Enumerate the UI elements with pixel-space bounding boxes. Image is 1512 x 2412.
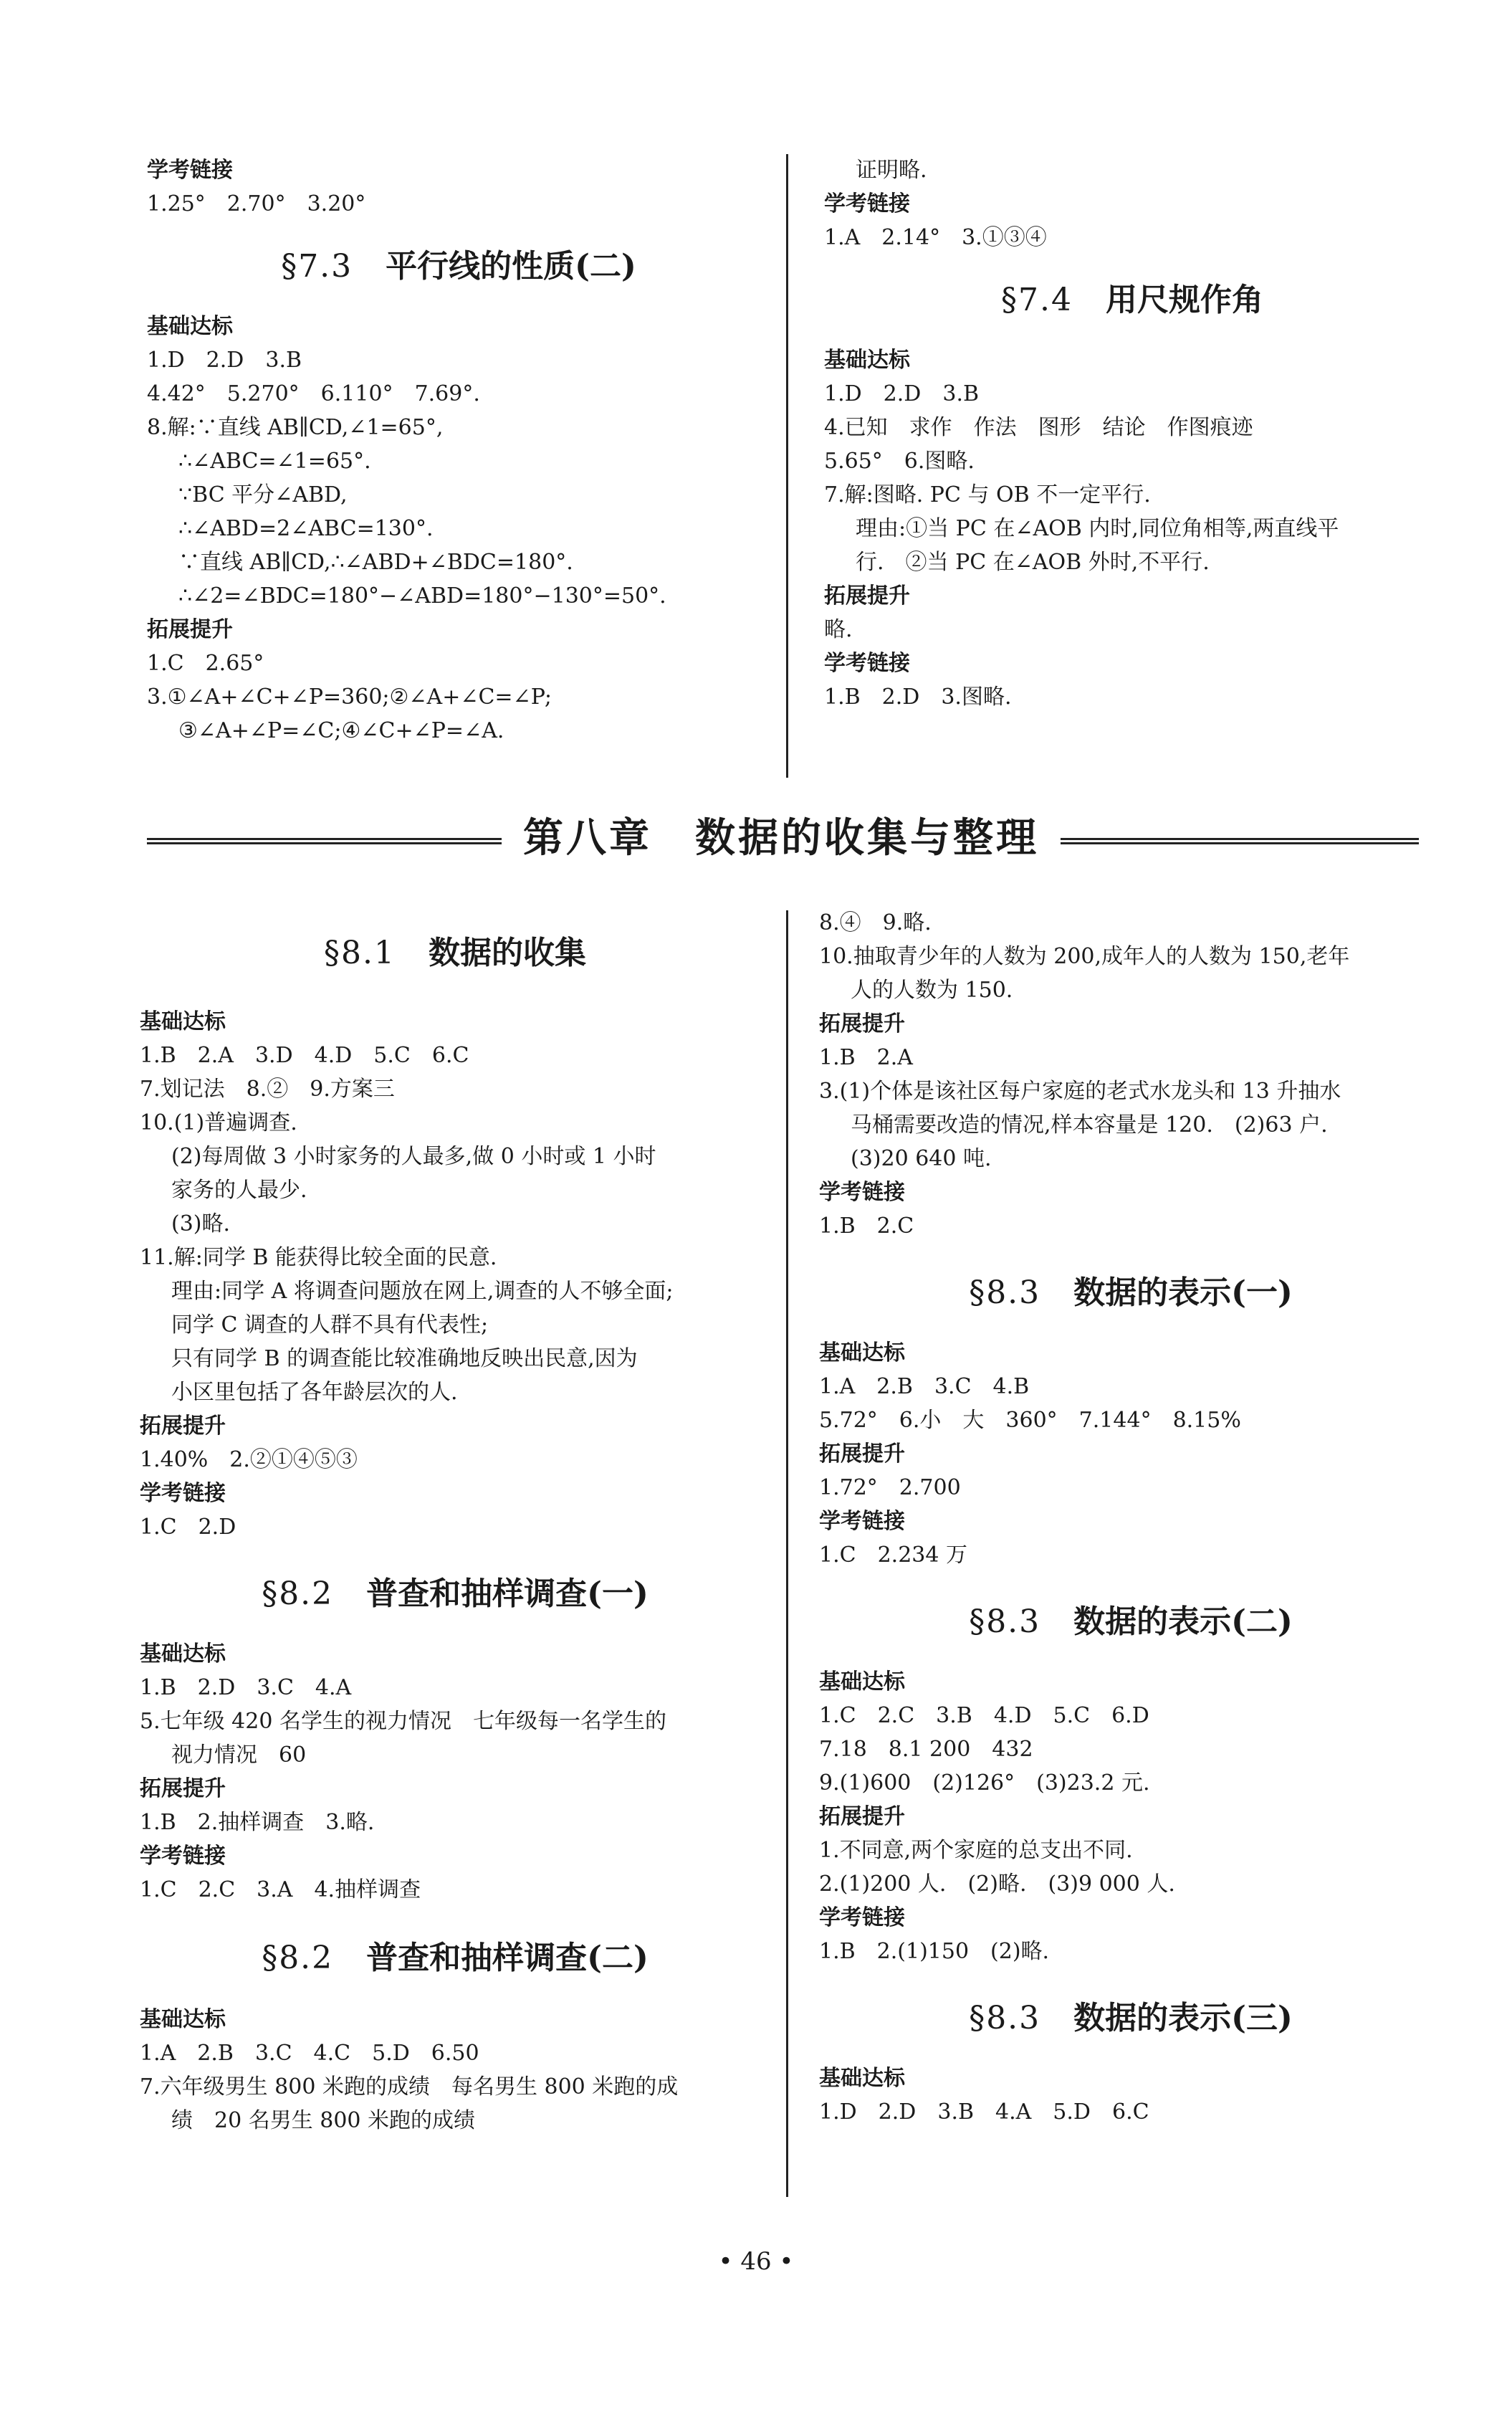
answer-line: 8.解:∵直线 AB∥CD,∠1=65°, xyxy=(147,415,444,440)
section-label: 拓展提升 xyxy=(140,1414,226,1439)
answer-line: 1.C 2.D xyxy=(140,1515,236,1540)
section-heading-8-3-c xyxy=(819,1997,1442,2040)
answer-line: 1.C 2.C 3.A 4.抽样调查 xyxy=(140,1877,421,1902)
answer-line: 1.72° 2.700 xyxy=(819,1475,961,1500)
answer-line: 1.B 2.C xyxy=(819,1214,914,1239)
answer-line: ∵直线 AB∥CD,∴∠ABD+∠BDC=180°. xyxy=(178,550,573,575)
answer-line: 1.D 2.D 3.B 4.A 5.D 6.C xyxy=(819,2099,1149,2125)
chapter-heading xyxy=(147,810,1419,867)
answer-line: 1.B 2.A 3.D 4.D 5.C 6.C xyxy=(140,1043,469,1068)
section-label: 学考链接 xyxy=(147,158,233,183)
section-heading-8-3-a xyxy=(819,1272,1442,1315)
section-label: 学考链接 xyxy=(819,1509,905,1534)
answer-line: 1.B 2.D 3.图略. xyxy=(824,685,1012,710)
section-label: 基础达标 xyxy=(147,314,233,339)
section-title: 用尺规作角 xyxy=(1105,282,1263,318)
answer-line: 1.B 2.D 3.C 4.A xyxy=(140,1675,352,1700)
section-label: 基础达标 xyxy=(819,1340,905,1365)
answer-line: 4.已知 求作 作法 图形 结论 作图痕迹 xyxy=(824,415,1253,440)
section-label: 拓展提升 xyxy=(824,583,910,609)
answer-line: 理由:①当 PC 在∠AOB 内时,同位角相等,两直线平 xyxy=(856,516,1339,541)
section-heading-7-3 xyxy=(147,245,770,288)
answer-line: 3.(1)个体是该社区每户家庭的老式水龙头和 13 升抽水 xyxy=(819,1079,1341,1104)
answer-line: 人的人数为 150. xyxy=(851,978,1013,1003)
answer-line: 10.抽取青少年的人数为 200,成年人的人数为 150,老年 xyxy=(819,944,1350,969)
answer-line: ∴∠2=∠BDC=180°−∠ABD=180°−130°=50°. xyxy=(178,583,666,609)
section-label: 学考链接 xyxy=(140,1481,226,1506)
answer-line: 1.D 2.D 3.B xyxy=(147,348,302,373)
section-number: §8.3 xyxy=(969,2000,1041,2036)
answer-line: 5.72° 6.小 大 360° 7.144° 8.15% xyxy=(819,1408,1241,1433)
answer-line: (3)略. xyxy=(171,1211,231,1236)
answer-line: 理由:同学 A 将调查问题放在网上,调查的人不够全面; xyxy=(171,1279,674,1304)
section-heading-8-1 xyxy=(140,932,770,975)
answer-line: 5.65° 6.图略. xyxy=(824,449,975,474)
section-number: §8.2 xyxy=(262,1576,334,1612)
left-bottom-column xyxy=(140,932,770,2137)
answer-line: 视力情况 60 xyxy=(171,1743,307,1768)
answer-line: ∴∠ABD=2∠ABC=130°. xyxy=(178,516,434,541)
section-label: 基础达标 xyxy=(819,1669,905,1694)
section-number: §8.3 xyxy=(969,1603,1041,1640)
answer-line: 2.(1)200 人. (2)略. (3)9 000 人. xyxy=(819,1872,1175,1897)
section-number: §8.1 xyxy=(324,935,396,971)
section-title: 普查和抽样调查(二) xyxy=(366,1940,649,1976)
section-label: 基础达标 xyxy=(140,2007,226,2032)
section-number: §7.3 xyxy=(281,248,353,285)
answer-line: 证明略. xyxy=(856,158,927,183)
answer-line: 1.C 2.C 3.B 4.D 5.C 6.D xyxy=(819,1703,1149,1728)
section-title: 数据的表示(三) xyxy=(1073,2000,1293,2036)
section-label: 学考链接 xyxy=(824,191,910,216)
chapter-rule-left xyxy=(147,838,502,844)
section-label: 拓展提升 xyxy=(147,617,233,642)
answer-line: 1.A 2.B 3.C 4.C 5.D 6.50 xyxy=(140,2041,479,2066)
answer-line: 1.A 2.14° 3.①③④ xyxy=(824,225,1047,250)
answer-line: ∵BC 平分∠ABD, xyxy=(178,482,348,507)
answer-line: (2)每周做 3 小时家务的人最多,做 0 小时或 1 小时 xyxy=(171,1144,656,1169)
answer-line: 7.18 8.1 200 432 xyxy=(819,1737,1033,1762)
section-heading-7-4 xyxy=(824,279,1440,322)
answer-line: 只有同学 B 的调查能比较准确地反映出民意,因为 xyxy=(171,1346,638,1371)
chapter-title: 第八章 数据的收集与整理 xyxy=(523,815,1039,862)
left-top-column xyxy=(147,153,770,748)
answer-line: 1.B 2.抽样调查 3.略. xyxy=(140,1810,375,1835)
answer-line: (3)20 640 吨. xyxy=(851,1146,992,1171)
answer-line: 家务的人最少. xyxy=(171,1178,307,1203)
section-label: 基础达标 xyxy=(140,1641,226,1667)
answer-line: 绩 20 名男生 800 米跑的成绩 xyxy=(171,2108,476,2133)
answer-line: 10.(1)普遍调查. xyxy=(140,1110,297,1135)
answer-line: 3.①∠A+∠C+∠P=360;②∠A+∠C=∠P; xyxy=(147,685,552,710)
section-label: 学考链接 xyxy=(819,1905,905,1930)
section-label: 拓展提升 xyxy=(819,1804,905,1829)
answer-line: ∴∠ABC=∠1=65°. xyxy=(178,449,371,474)
section-label: 学考链接 xyxy=(824,651,910,676)
answer-line: 1.C 2.65° xyxy=(147,651,264,676)
answer-line: 7.六年级男生 800 米跑的成绩 每名男生 800 米跑的成 xyxy=(140,2074,679,2099)
answer-line: 1.B 2.(1)150 (2)略. xyxy=(819,1939,1050,1964)
section-title: 数据的表示(二) xyxy=(1073,1603,1293,1640)
page-number: • 46 • xyxy=(718,2247,794,2276)
answer-line: 1.B 2.A xyxy=(819,1045,913,1070)
answer-line: 行. ②当 PC 在∠AOB 外时,不平行. xyxy=(856,550,1210,575)
answer-line: 1.C 2.234 万 xyxy=(819,1543,967,1568)
answer-line: 7.划记法 8.② 9.方案三 xyxy=(140,1077,395,1102)
section-label: 基础达标 xyxy=(140,1009,226,1034)
section-heading-8-2-b xyxy=(140,1937,770,1980)
answer-line: 1.25° 2.70° 3.20° xyxy=(147,191,366,216)
answer-line: 5.七年级 420 名学生的视力情况 七年级每一名学生的 xyxy=(140,1709,666,1734)
right-bottom-column xyxy=(819,906,1442,2129)
section-label: 拓展提升 xyxy=(819,1011,905,1036)
column-divider-bottom xyxy=(786,910,788,2197)
section-label: 基础达标 xyxy=(824,348,910,373)
right-top-column xyxy=(824,153,1440,714)
section-heading-8-3-b xyxy=(819,1601,1442,1644)
section-label: 拓展提升 xyxy=(140,1776,226,1801)
section-label: 学考链接 xyxy=(140,1844,226,1869)
answer-line: 马桶需要改造的情况,样本容量是 120. (2)63 户. xyxy=(851,1112,1328,1138)
section-number: §7.4 xyxy=(1001,282,1073,318)
answer-line: 4.42° 5.270° 6.110° 7.69°. xyxy=(147,381,480,406)
answer-line: 11.解:同学 B 能获得比较全面的民意. xyxy=(140,1245,497,1270)
section-label: 基础达标 xyxy=(819,2066,905,2091)
section-heading-8-2-a xyxy=(140,1573,770,1616)
answer-line: 1.D 2.D 3.B xyxy=(824,381,980,406)
section-title: 普查和抽样调查(一) xyxy=(366,1576,649,1612)
section-title: 平行线的性质(二) xyxy=(386,248,636,285)
answer-line: 9.(1)600 (2)126° (3)23.2 元. xyxy=(819,1770,1150,1796)
answer-line: 略. xyxy=(824,617,853,642)
section-number: §8.2 xyxy=(262,1940,334,1976)
chapter-rule-right xyxy=(1061,838,1419,844)
answer-line: 8.④ 9.略. xyxy=(819,910,932,935)
answer-line: 1.不同意,两个家庭的总支出不同. xyxy=(819,1838,1133,1863)
answer-line: 1.40% 2.②①④⑤③ xyxy=(140,1447,358,1472)
section-title: 数据的收集 xyxy=(428,935,586,971)
section-title: 数据的表示(一) xyxy=(1073,1274,1293,1311)
answer-line: 同学 C 调查的人群不具有代表性; xyxy=(171,1312,489,1338)
answer-line: ③∠A+∠P=∠C;④∠C+∠P=∠A. xyxy=(178,718,504,743)
column-divider-top xyxy=(786,154,788,778)
answer-line: 小区里包括了各年龄层次的人. xyxy=(171,1380,458,1405)
answer-line: 1.A 2.B 3.C 4.B xyxy=(819,1374,1030,1399)
section-number: §8.3 xyxy=(969,1274,1041,1311)
section-label: 拓展提升 xyxy=(819,1441,905,1467)
section-label: 学考链接 xyxy=(819,1180,905,1205)
answer-line: 7.解:图略. PC 与 OB 不一定平行. xyxy=(824,482,1151,507)
